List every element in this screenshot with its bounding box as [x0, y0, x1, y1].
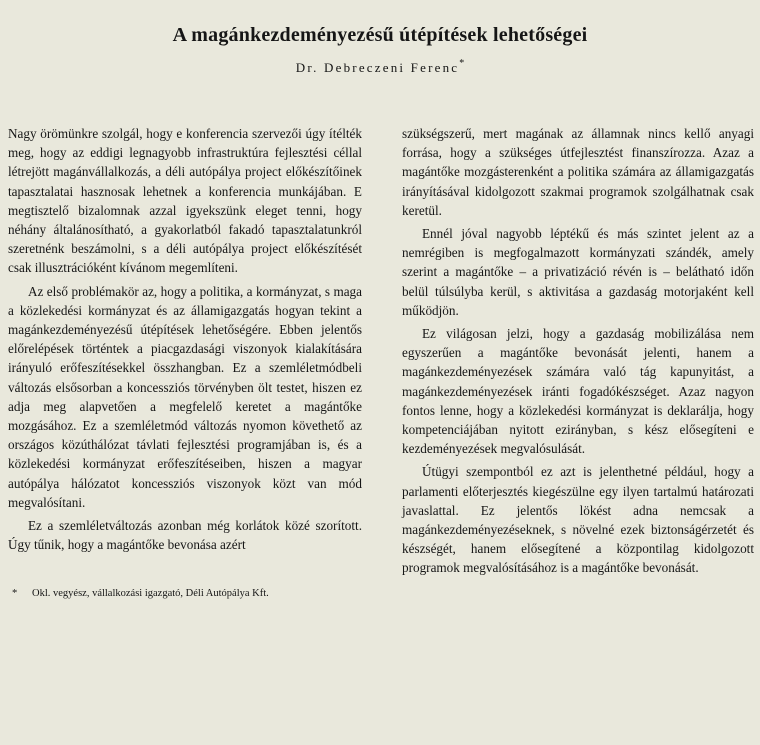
paragraph: szükségszerű, mert magának az államnak nincs kellő anyagi forrása, hogy a szükséges útfejlesztést finanszírozza. Azaz a magántőke mozgásterenként a politika számára az államigazgatás irányításával kidolgozott szakmai programok szolgálhatnak csak keretül.: [402, 126, 754, 218]
paragraph: Nagy örömünkre szolgál, hogy e konferencia szervezői úgy ítélték meg, hogy az eddigi legnagyobb infrastruktúra fejlesztési céllal létrejött magánvállalkozás, a déli autópálya project előkészítőinek tapasztalatai hasznosak lehetnek a konferencia munkájában. E megtisztelő bizalomnak azzal igyekszünk eleget tenni, hogy néhány általánosítható, a gyakorlatból fakadó tapasztalatunkról szeretnénk beszámolni, s a déli autópálya project előkészítését csak illusztrációként kívánom megemlíteni.: [8, 126, 362, 276]
paragraph: Ez a szemléletváltozás azonban még korlátok közé szorított. Úgy tűnik, hogy a magántőke bevonása azért: [8, 518, 362, 553]
paragraph: Ez világosan jelzi, hogy a gazdaság mobilizálása nem egyszerűen a magántőke bevonását jelenti, hanem a magánkezdeményezések számára való tág kapunyitást, a magánkezdeményezések iránti fogadókészséget. Azaz nagyon fontos lenne, hogy a közlekedési kormányzat is deklarálja, hogy kompetenciájában nyitott ezirányban, s kész elősegíteni e kezdeményezések megvalósulását.: [402, 326, 754, 457]
footnote-mark: *: [12, 588, 18, 599]
author-footnote-mark: *: [459, 58, 465, 69]
paragraph: Ennél jóval nagyobb léptékű és más szintet jelent az a nemrégiben is megfogalmazott kormányzati szándék, amely szerint a magántőke – a privatizáció révén is – belátható időn belül túlsúlyba kerül, s aktivitása a gazdaság motorjaként kell működjön.: [402, 226, 754, 318]
article-title: A magánkezdeményezésű útépítések lehetőségei: [172, 24, 588, 46]
paragraph: Az első problémakör az, hogy a politika, a kormányzat, s maga a közlekedési kormányzat és az államigazgatás hogyan tekint a magánkezdeményezésű útépítések lehetőségére. Ebben jelentős előrelépések történtek a piacgazdasági viszonyok kialakítására irányuló erőfeszítésekkel összhangban. Ez a szemléletmódbeli változás elsősorban a koncessziós törvényben ölt testet, hiszen ez adja meg alapvetően a megfelelő keretet a magántőke mozgásához. Ez a szemléletmód változás nyomon követhető az országos közúthálózat távlati fejlesztési programjában is, és a közlekedési kormányzat erőfeszítéseiben, hiszen a magyar autópálya hálózatot koncessziós viszonyok közt van mód megvalósítani.: [8, 283, 362, 510]
right-column: [402, 124, 754, 578]
author-name: Dr. Debreczeni Ferenc: [295, 60, 460, 75]
left-column: [8, 124, 362, 554]
footnote-text: Okl. vegyész, vállalkozási igazgató, Déli Autópálya Kft.: [32, 588, 269, 599]
article-author: [0, 58, 760, 76]
footnote: [12, 587, 362, 601]
paragraph: Útügyi szempontból ez azt is jelenthetné például, hogy a parlamenti előterjesztés kiegészülne egy ilyen tartalmú határozati javaslattal. Ez jelentős lökést adna nemcsak a magánkezdeményezéseknek, s növelné ezek biztonságérzetét és készségét, hanem elősegítené a központilag kidolgozott programok megvalósításához is a magántőke bevonását.: [402, 464, 754, 576]
